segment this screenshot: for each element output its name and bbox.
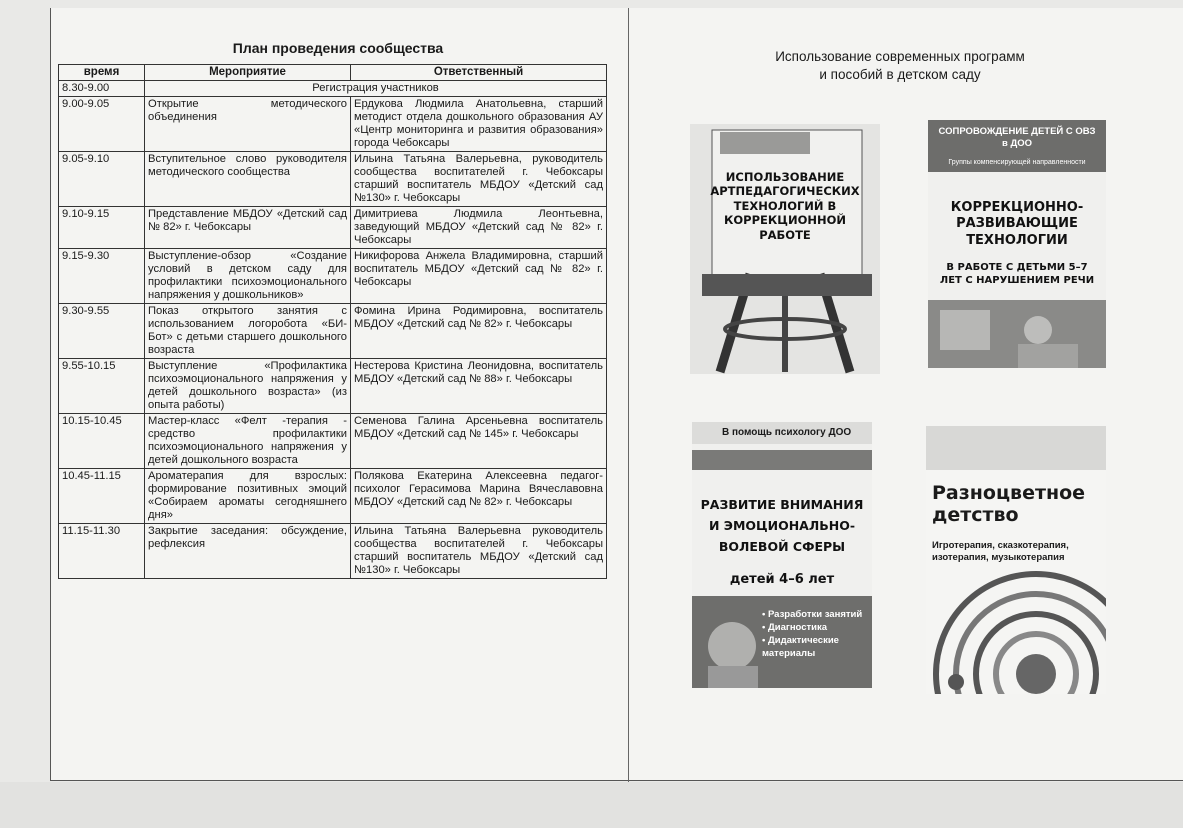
row-responsible: Полякова Екатерина Алексеевна педагог-психолог Герасимова Марина Вячеславовна МБДОУ «Детский сад № 82» г. Чебоксары — [351, 469, 607, 524]
row-event: Закрытие заседания: обсуждение, рефлексия — [145, 524, 351, 579]
book-4-subtitle: Игротерапия, сказкотерапия, изотерапия, музыкотерапия — [932, 540, 1069, 563]
row-responsible: Фомина Ирина Родимировна, воспитатель МБДОУ «Детский сад № 82» г. Чебоксары — [351, 304, 607, 359]
table-row — [59, 304, 607, 359]
header-responsible: Ответственный — [351, 65, 607, 81]
registration-text: Регистрация участников — [145, 81, 607, 97]
right-page-title — [700, 48, 1100, 84]
right-title-line-2: и пособий в детском саду — [819, 67, 981, 82]
registration-time: 8.30-9.00 — [59, 81, 145, 97]
book-3-stripe — [692, 450, 872, 470]
book-3-bullet: • Диагностика — [762, 622, 828, 633]
book-2-subtitle: В РАБОТЕ С ДЕТЬМИ 5–7 ЛЕТ С НАРУШЕНИЕМ РЕЧИ — [939, 262, 1095, 286]
book-1-title: ИСПОЛЬЗОВАНИЕ АРТПЕДАГОГИЧЕСКИХ ТЕХНОЛОГИЙ В КОРРЕКЦИОННОЙ РАБОТЕ — [710, 170, 860, 242]
row-responsible: Никифорова Анжела Владимировна, старший воспитатель МБДОУ «Детский сад № 82» г. Чебоксары — [351, 249, 607, 304]
row-event: Показ открытого занятия с использованием логоробота «БИ-Бот» с детьми старшего дошкольного возраста — [145, 304, 351, 359]
header-event: Мероприятие — [145, 65, 351, 81]
row-event: Выступление «Профилактика психоэмоционального напряжения у детей дошкольного возраста» (из опыта работы) — [145, 359, 351, 414]
row-responsible: Нестерова Кристина Леонидовна, воспитатель МБДОУ «Детский сад № 88» г. Чебоксары — [351, 359, 607, 414]
book-cover-attention — [692, 422, 872, 688]
row-time: 9.15-9.30 — [59, 249, 145, 304]
row-time: 10.15-10.45 — [59, 414, 145, 469]
row-event: Выступление-обзор «Создание условий в детском саду для профилактики психоэмоционального напряжения у дошкольников» — [145, 249, 351, 304]
table-row — [59, 207, 607, 249]
book-4-title: Разноцветное детство — [932, 482, 1086, 526]
table-row — [59, 249, 607, 304]
row-event: Представление МБДОУ «Детский сад № 82» г. Чебоксары — [145, 207, 351, 249]
easel-illustration — [690, 124, 880, 374]
row-time: 9.30-9.55 — [59, 304, 145, 359]
registration-row — [59, 81, 607, 97]
table-row — [59, 97, 607, 152]
row-responsible: Ильина Татьяна Валерьевна, руководитель сообщества воспитателей г. Чебоксары старший воспитатель МБДОУ «Детский сад №130» г. Чебоксары — [351, 152, 607, 207]
left-page — [58, 40, 618, 579]
row-event: Мастер-класс «Фелт -терапия - средство профилактики психоэмоционального напряжения у детей дошкольного возраста — [145, 414, 351, 469]
fold-line — [628, 8, 629, 782]
book-2-series: СОПРОВОЖДЕНИЕ ДЕТЕЙ С ОВЗ в ДОО — [938, 126, 1096, 149]
book-2-title: КОРРЕКЦИОННО-РАЗВИВАЮЩИЕ ТЕХНОЛОГИИ — [950, 200, 1084, 248]
row-time: 9.10-9.15 — [59, 207, 145, 249]
row-time: 10.45-11.15 — [59, 469, 145, 524]
book-4-swirl-illustration — [926, 564, 1106, 694]
book-3-bullet: • Разработки занятий — [762, 609, 863, 620]
row-responsible: Ильина Татьяна Валерьевна руководитель сообщества воспитателей г. Чебоксары старший воспитатель МБДОУ «Детский сад №130» г. Чебоксары — [351, 524, 607, 579]
header-time: время — [59, 65, 145, 81]
row-event: Вступительное слово руководителя методического сообщества — [145, 152, 351, 207]
row-event: Открытие методического объединения — [145, 97, 351, 152]
book-3-title: РАЗВИТИЕ ВНИМАНИЯ И ЭМОЦИОНАЛЬНО-ВОЛЕВОЙ СФЕРЫ — [700, 497, 864, 554]
row-time: 9.00-9.05 — [59, 97, 145, 152]
schedule-table — [58, 64, 607, 579]
book-4-top-band — [926, 426, 1106, 470]
table-row — [59, 359, 607, 414]
book-3-series: В помощь психологу ДОО — [722, 427, 852, 438]
book-2-subseries: Группы компенсирующей направленности — [948, 159, 1086, 166]
row-time: 11.15-11.30 — [59, 524, 145, 579]
table-row — [59, 152, 607, 207]
background-surface — [0, 782, 1183, 828]
book-cover-art-therapy — [690, 124, 880, 374]
table-header-row — [59, 65, 607, 81]
table-row — [59, 414, 607, 469]
book-3-bullet: • Дидактические материалы — [762, 635, 839, 659]
row-event: Ароматерапия для взрослых: формирование позитивных эмоций «Собираем ароматы сегодняшнего дня» — [145, 469, 351, 524]
right-title-line-1: Использование современных программ — [775, 49, 1025, 64]
plan-title: План проведения сообщества — [232, 40, 444, 56]
book-3-subtitle: детей 4–6 лет — [729, 572, 835, 587]
book-cover-correction — [928, 120, 1106, 368]
table-row — [59, 469, 607, 524]
book-cover-colorful-childhood — [926, 426, 1106, 694]
row-responsible: Семенова Галина Арсеньевна воспитатель МБДОУ «Детский сад № 145» г. Чебоксары — [351, 414, 607, 469]
book-2-photo — [928, 300, 1106, 368]
row-responsible: Димитриева Людмила Леонтьевна, заведующий МБДОУ «Детский сад № 82» г. Чебоксары — [351, 207, 607, 249]
row-time: 9.55-10.15 — [59, 359, 145, 414]
row-responsible: Ердукова Людмила Анатольевна, старший методист отдела дошкольного образования АУ «Центр мониторинга и развития образования» города Чебоксары — [351, 97, 607, 152]
book-3-bullets — [762, 608, 870, 660]
row-time: 9.05-9.10 — [59, 152, 145, 207]
table-row — [59, 524, 607, 579]
